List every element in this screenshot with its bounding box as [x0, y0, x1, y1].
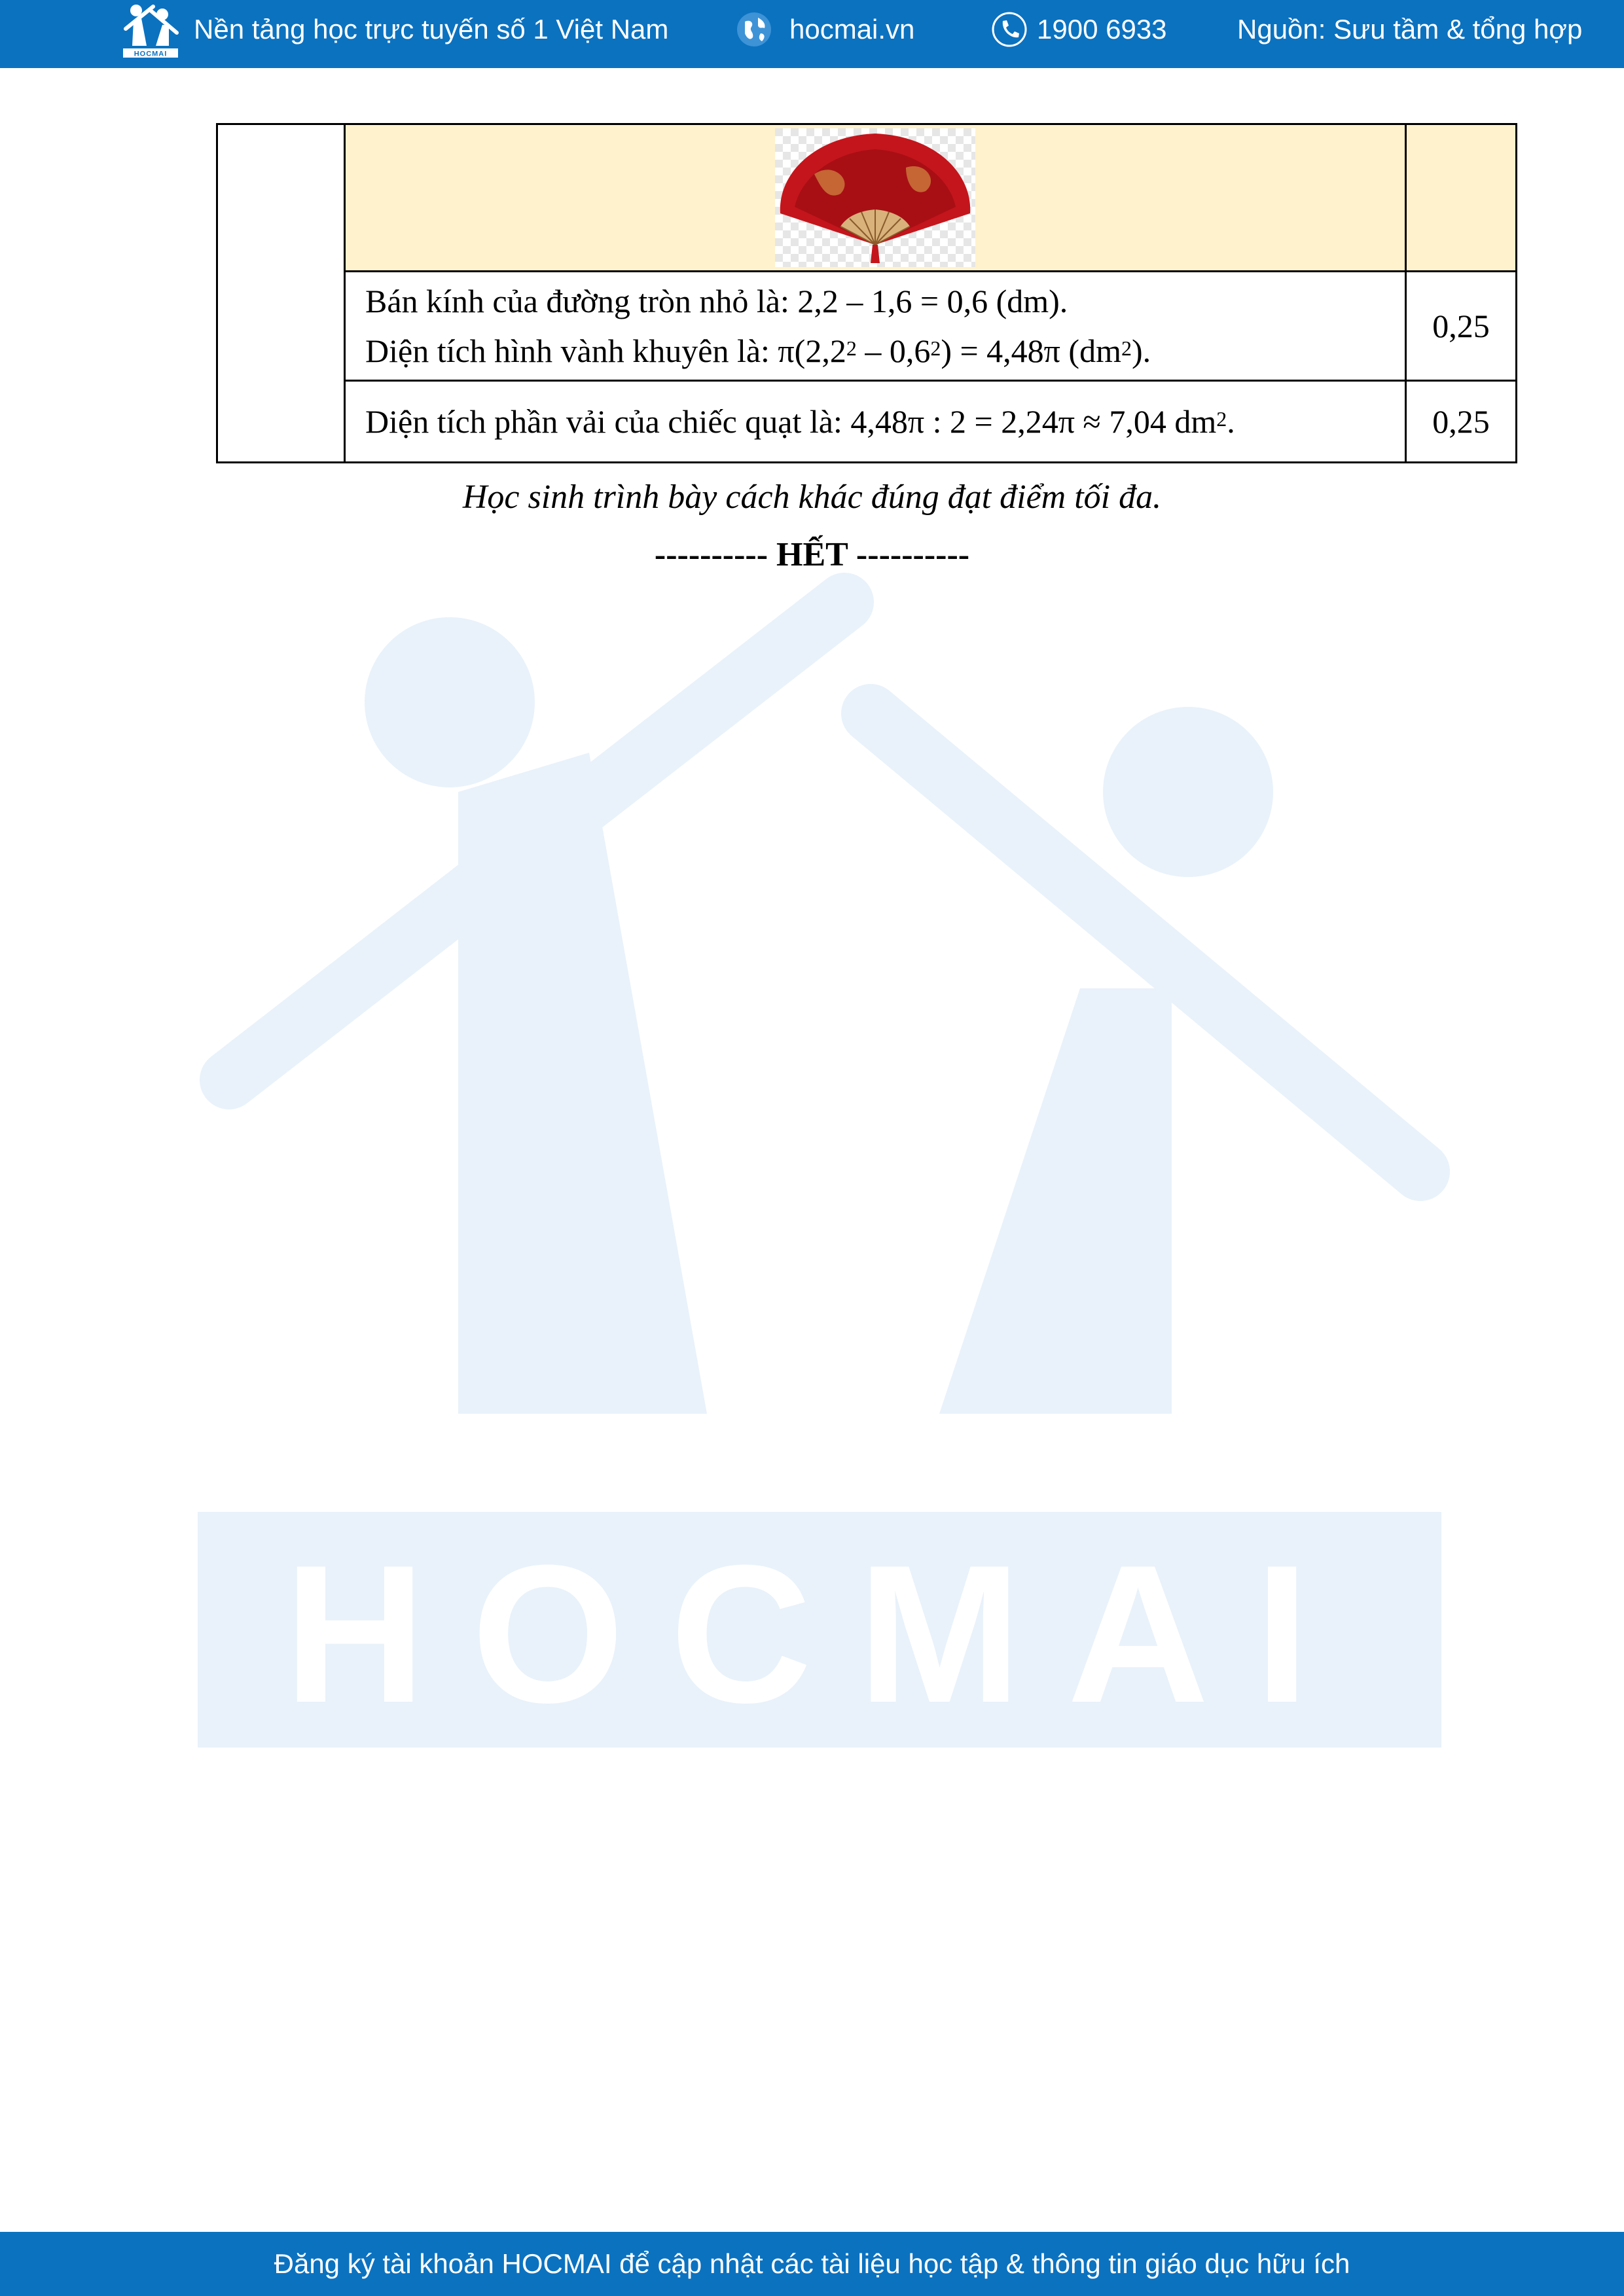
phone-text: 1900 6933: [1037, 14, 1167, 45]
website-link[interactable]: [736, 0, 914, 59]
red-fan-image: [775, 128, 975, 267]
phone-icon: [991, 11, 1028, 48]
solution-table: [216, 123, 1517, 463]
website-text: hocmai.vn: [789, 14, 915, 45]
end-marker: ---------- HẾT ----------: [654, 536, 970, 573]
table-row-fan-area: [217, 381, 1517, 463]
footer-text: Đăng ký tài khoản HOCMAI để cập nhật các tài liệu học tập & thông tin giáo dục hữu ích: [274, 2248, 1350, 2279]
annulus-area-line: Diện tích hình vành khuyên là: $\pi(2,2^2 - 0,6^2) = 4,48\pi$ $(dm^2)$.: [365, 332, 1151, 369]
annulus-solution-cell: [345, 272, 1406, 381]
hocmai-watermark: [190, 563, 1460, 1761]
small-radius-line: Bán kính của đường tròn nhỏ là: 2,2 – 1,6 = 0,6 (dm).: [365, 283, 1068, 319]
grading-note: Học sinh trình bày cách khác đúng đạt điểm tối đa.: [462, 478, 1162, 516]
image-score-cell: [1406, 124, 1517, 272]
score-cell: 0,25: [1406, 272, 1517, 381]
hocmai-logo: [122, 3, 179, 58]
bottom-banner[interactable]: [0, 2232, 1624, 2296]
watermark-text: HOCMAI: [283, 1524, 1356, 1744]
image-cell: [345, 124, 1406, 272]
source-text: Nguồn: Sưu tầm & tổng hợp: [1237, 14, 1583, 45]
table-row-annulus: [217, 272, 1517, 381]
fan-area-cell: Diện tích phần vải của chiếc quạt là: 4,48π : 2 = 2,24π ≈ 7,04 $dm^2$.: [345, 381, 1406, 463]
score-cell: 0,25: [1406, 381, 1517, 463]
top-banner: [0, 0, 1624, 68]
globe-icon: [736, 11, 772, 48]
table-row-image: [217, 124, 1517, 272]
phone-link[interactable]: [991, 0, 1167, 59]
logo-text: HOCMAI: [134, 50, 168, 58]
question-number-cell: [217, 124, 345, 463]
tagline: Nền tảng học trực tuyến số 1 Việt Nam: [194, 14, 669, 45]
